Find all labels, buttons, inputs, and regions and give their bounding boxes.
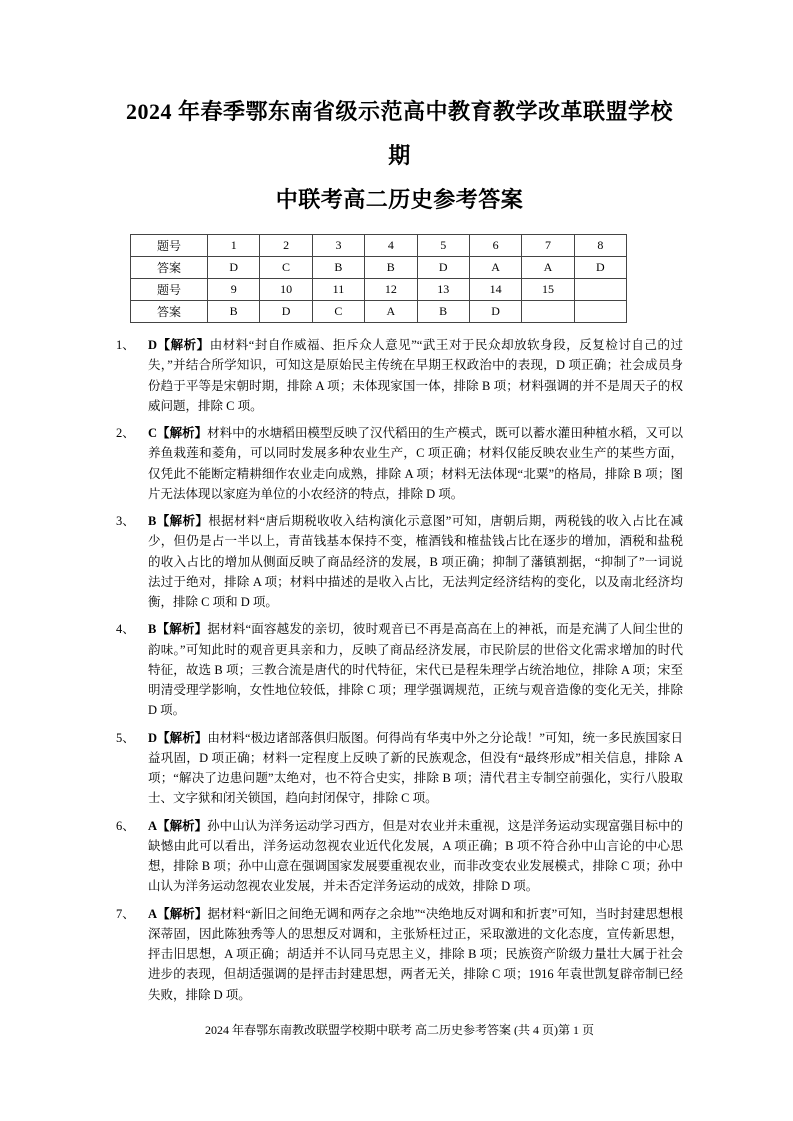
explanation-text: 孙中山认为洋务运动学习西方，但是对农业并未重视，这是洋务运动实现富强目标中的缺憾由此可以看出，洋务运动忽视农业近代化发展，A 项正确；B 项不符合孙中山言论的中心思想，排除 B 项；孙中山意在强调国家发展要重视农业，而非改变农业发展模式，排除 C 项；孙中山认为洋务运动忽视农业发展，并未否定洋务运动的成效，排除 D 项。 xyxy=(148,818,683,894)
answer-cell: 7 xyxy=(522,235,574,257)
answer-cell: 5 xyxy=(417,235,469,257)
explanation-body xyxy=(148,511,683,612)
explanation-number: 6、 xyxy=(116,818,135,833)
answer-cell xyxy=(574,301,626,323)
explanations xyxy=(116,335,683,1005)
answer-table-body xyxy=(131,235,627,323)
answer-cell: 8 xyxy=(574,235,626,257)
answer-cell: 10 xyxy=(260,279,312,301)
answer-cell: B xyxy=(208,301,260,323)
explanation-head: A【解析】 xyxy=(148,906,208,921)
explanation-number: 5、 xyxy=(116,730,135,745)
answer-table-row xyxy=(131,257,627,279)
answer-cell: D xyxy=(469,301,521,323)
explanation-head: D【解析】 xyxy=(148,338,210,352)
explanation-head: B【解析】 xyxy=(148,622,208,637)
answer-table-row xyxy=(131,235,627,257)
answer-cell xyxy=(522,301,574,323)
explanation-head: B【解析】 xyxy=(148,514,209,528)
answer-table-row xyxy=(131,279,627,301)
explanation-body xyxy=(148,816,683,897)
explanation-text: 根据材料“唐后期税收收入结构演化示意图”可知，唐朝后期，两税钱的收入占比在减少，但仍是占一半以上，青苗钱基本保持不变，榷酒钱和榷盐钱占比在逐步的增加，酒税和盐税的收入占比的增加从侧面反映了商品经济的发展，B 项正确；抑制了藩镇割据，“抑制了”一词说法过于绝对，排除 A 项；材料中描述的是收入占比，无法判定经济结构的变化，以及南北经济均衡，排除 C 项和 D 项。 xyxy=(148,514,683,609)
explanation-text: 由材料“封自作威福、拒斥众人意见”“武王对于民众却放软身段，反复检讨自己的过失，”并结合所学知识，可知这是原始民主传统在早期王权政治中的表现，D 项正确；社会成员身份趋于平等是宋朝时期，排除 A 项；未体现家国一体，排除 B 项；材料强调的并不是周天子的权威问题，排除 C 项。 xyxy=(148,338,683,413)
answer-cell: B xyxy=(365,257,417,279)
explanation-number: 7、 xyxy=(116,906,135,921)
answer-cell: D xyxy=(574,257,626,279)
explanation-item xyxy=(116,904,683,1005)
title-line-1: 2024 年春季鄂东南省级示范高中教育教学改革联盟学校期 xyxy=(125,99,673,168)
explanation-body xyxy=(148,423,683,504)
answer-cell: B xyxy=(312,257,364,279)
row-label-cell: 题号 xyxy=(131,235,208,257)
explanation-number: 1、 xyxy=(116,338,135,352)
answer-cell: D xyxy=(417,257,469,279)
explanation-body xyxy=(148,335,683,416)
explanation-text: 据材料“新旧之间绝无调和两存之余地”“决绝地反对调和和折衷”可知，当时封建思想根深蒂固，因此陈独秀等人的思想反对调和，主张矫枉过正，采取激进的文化态度，宣传新思想，抨击旧思想，A 项正确；胡适并不认同马克思主义，排除 B 项；民族资产阶级力量壮大属于社会进步的表现，但胡适强调的是抨击封建思想，两者无关，排除 C 项；1916 年袁世凯复辟帝制已经失败，排除 D 项。 xyxy=(148,906,683,1002)
answer-cell: D xyxy=(208,257,260,279)
answer-cell: 11 xyxy=(312,279,364,301)
answer-cell: 15 xyxy=(522,279,574,301)
answer-cell: 6 xyxy=(469,235,521,257)
answer-cell: 9 xyxy=(208,279,260,301)
explanation-head: A【解析】 xyxy=(148,818,208,833)
document-title xyxy=(116,90,683,222)
explanation-text: 由材料“极边诸部落俱归版图。何得尚有华夷中外之分论哉！”可知，统一多民族国家日益巩固，D 项正确；材料一定程度上反映了新的民族观念，但没有“最终形成”相关信息，排除 A 项；“解决了边患问题”太绝对，也不符合史实，排除 B 项；清代君主专制空前强化，实行八股取士、文字狱和闭关锁国，趋向封闭保守，排除 C 项。 xyxy=(148,730,683,806)
answer-table-row xyxy=(131,301,627,323)
answer-cell: 1 xyxy=(208,235,260,257)
page-footer: 2024 年春鄂东南教改联盟学校期中联考 高二历史参考答案 (共 4 页)第 1 页 xyxy=(205,1022,594,1037)
title-line-2: 中联考高二历史参考答案 xyxy=(275,187,524,212)
answer-cell: B xyxy=(417,301,469,323)
answer-cell: A xyxy=(365,301,417,323)
explanation-number: 3、 xyxy=(116,514,135,528)
answer-cell: 3 xyxy=(312,235,364,257)
answer-table xyxy=(130,234,627,323)
answer-cell: C xyxy=(260,257,312,279)
explanation-item xyxy=(116,816,683,897)
answer-cell xyxy=(574,279,626,301)
explanation-number: 2、 xyxy=(116,426,135,440)
row-label-cell: 答案 xyxy=(131,301,208,323)
explanation-head: D【解析】 xyxy=(148,730,208,745)
explanation-body xyxy=(148,904,683,1005)
answer-cell: A xyxy=(522,257,574,279)
explanation-head: C【解析】 xyxy=(148,426,208,440)
row-label-cell: 题号 xyxy=(131,279,208,301)
row-label-cell: 答案 xyxy=(131,257,208,279)
explanation-item xyxy=(116,619,683,720)
answer-cell: 4 xyxy=(365,235,417,257)
explanation-item xyxy=(116,423,683,504)
answer-cell: 13 xyxy=(417,279,469,301)
explanation-item xyxy=(116,728,683,809)
answer-cell: A xyxy=(469,257,521,279)
explanation-text: 材料中的水塘稻田模型反映了汉代稻田的生产模式，既可以蓄水灌田种植水稻，又可以养鱼栽莲和菱角，可以同时发展多种农业生产，C 项正确；材料仅能反映农业生产的某些方面，仅凭此不能断定精耕细作农业走向成熟，排除 A 项；材料无法体现“北粟”的格局，排除 B 项；图片无法体现以家庭为单位的小农经济的特点，排除 D 项。 xyxy=(148,426,683,501)
answer-cell: 14 xyxy=(469,279,521,301)
answer-cell: 2 xyxy=(260,235,312,257)
explanation-item xyxy=(116,511,683,612)
answer-cell: C xyxy=(312,301,364,323)
explanation-body xyxy=(148,619,683,720)
explanation-number: 4、 xyxy=(116,622,135,637)
explanation-item xyxy=(116,335,683,416)
answer-cell: D xyxy=(260,301,312,323)
explanation-body xyxy=(148,728,683,809)
answer-cell: 12 xyxy=(365,279,417,301)
explanation-text: 据材料“面容越发的亲切，彼时观音已不再是高高在上的神祇，而是充满了人间尘世的韵味。”可知此时的观音更具亲和力，反映了商品经济发展，市民阶层的世俗文化需求增加的时代特征，故选 B 项；三教合流是唐代的时代特征，宋代已是程朱理学占统治地位，排除 A 项；宋至明清受理学影响，女性地位较低，排除 C 项；理学强调规范，正统与观音造像的变化无关，排除 D 项。 xyxy=(148,622,683,718)
